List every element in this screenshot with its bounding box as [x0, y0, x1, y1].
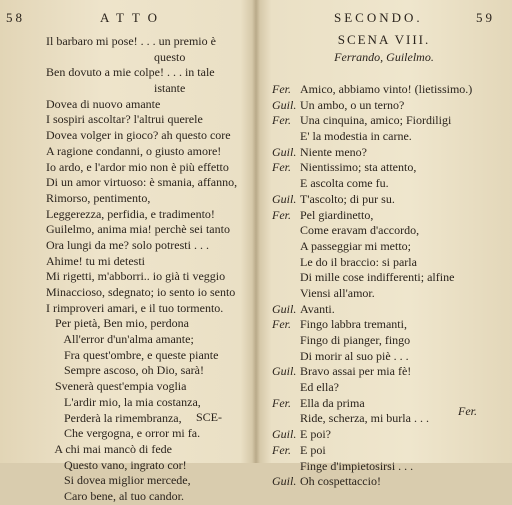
verse-line: Dovea volger in gioco? ah questo core	[46, 128, 231, 143]
speaker-label: Guil.	[272, 191, 297, 206]
dialogue-text: Pel giardinetto,	[300, 207, 374, 222]
verse-line: Per pietà, Ben mio, perdona	[46, 316, 189, 331]
dialogue-text: Di mille cose indifferenti; alfine	[300, 270, 455, 285]
verse-line: Dovea di nuovo amante	[46, 96, 161, 111]
dialogue-line	[272, 459, 472, 475]
verse-line: Ahime! tu mi detesti	[46, 253, 145, 268]
verse-line: Si dovea miglior mercede,	[46, 473, 191, 488]
speaker-label: Guil.	[272, 364, 297, 379]
speaker-label: Fer.	[272, 317, 291, 332]
speaker-label: Fer.	[272, 160, 291, 175]
dialogue-text: Finge d'impietosirsi . . .	[300, 458, 414, 473]
dialogue-line	[272, 349, 472, 365]
verse-line: Che vergogna, e orror mi fa.	[46, 426, 201, 441]
dialogue-text: Di morir al suo piè . . .	[300, 348, 409, 363]
dialogue-text: Fingo labbra tremanti,	[300, 317, 407, 332]
dialogue-text: Ride, scherza, mi burla . . .	[300, 411, 429, 426]
speaker-label	[272, 270, 300, 286]
dialogue-line	[272, 364, 472, 380]
speaker-label: Fer.	[272, 82, 291, 96]
verse-line: Io ardo, e l'ardor mio non è più effetto	[46, 159, 229, 174]
dialogue-text: E' la modestia in carne.	[300, 129, 412, 144]
dialogue-line	[272, 474, 472, 490]
dialogue-line	[272, 208, 472, 224]
dialogue-text: Un ambo, o un terno?	[300, 97, 405, 112]
dialogue-text: E ascolta come fu.	[300, 176, 389, 191]
dialogue-text: Come eravam d'accordo,	[300, 223, 420, 238]
dialogue-text: Avanti.	[300, 301, 335, 316]
speaker-label	[272, 255, 300, 271]
verse-line: I rimproveri amari, e il tuo tormento.	[46, 300, 224, 315]
dialogue-text: T'ascolto; di pur su.	[300, 191, 395, 206]
verse-line: Il barbaro mi pose! . . . un premio è	[46, 34, 216, 48]
verse-line: Questo vano, ingrato cor!	[46, 457, 187, 472]
verse-line: All'error d'un'alma amante;	[46, 332, 194, 347]
catchword: SCE-	[196, 410, 223, 424]
dialogue-line	[272, 113, 472, 129]
dialogue-line	[272, 129, 472, 145]
verse-line: Ora lungi da me? solo potresti . . .	[46, 237, 209, 252]
dialogue-line	[272, 317, 472, 333]
catchword: Fer.	[458, 404, 477, 418]
speaker-label	[272, 411, 300, 427]
dialogue-text: Nientissimo; sta attento,	[300, 160, 417, 175]
dialogue-line	[272, 286, 472, 302]
verse-line: Di un amor virtuoso: è smania, affanno,	[46, 175, 238, 190]
dialogue-line	[272, 270, 472, 286]
speaker-label	[272, 176, 300, 192]
verse-line: Sempre ascoso, oh Dio, sarà!	[46, 363, 204, 378]
speaker-label	[272, 349, 300, 365]
speaker-label: Fer.	[272, 395, 291, 410]
speaker-label	[272, 239, 300, 255]
dialogue-text: A passeggiar mi metto;	[300, 238, 411, 253]
dialogue-text: Niente meno?	[300, 144, 367, 159]
verse-line: Mi rigetti, m'abborri.. io già ti veggio	[46, 269, 226, 284]
dialogue-block	[272, 82, 472, 490]
speaker-label	[272, 333, 300, 349]
verse-line: Caro bene, al tuo candor.	[46, 488, 184, 503]
speaker-label: Guil.	[272, 301, 297, 316]
scene-title: SCENA VIII.	[337, 32, 431, 47]
verse-line: Perderà la rimembranza,	[46, 410, 182, 425]
dialogue-text: Le do il braccio: si parla	[300, 254, 417, 269]
page-number: 59	[476, 10, 495, 25]
verse-line: Svenerà quest'empia voglia	[46, 379, 187, 394]
dialogue-line	[272, 427, 472, 443]
verse-line: Rimorso, pentimento,	[46, 190, 151, 205]
speaker-label: Fer.	[272, 207, 291, 222]
dialogue-line	[272, 443, 472, 459]
speaker-label: Guil.	[272, 97, 297, 112]
verse-line: Minaccioso, sdegnato; io sento io sento	[46, 285, 236, 299]
dialogue-line	[272, 255, 472, 271]
verse-line: Ben dovuto a mie colpe! . . . in tale	[46, 65, 215, 80]
dialogue-text: Ed ella?	[300, 380, 339, 395]
dialogue-line	[272, 380, 472, 396]
running-head: ATTO	[100, 10, 165, 25]
verse-line: A chi mai mancò di fede	[46, 441, 172, 456]
speaker-label: Fer.	[272, 113, 291, 128]
dialogue-text: E poi?	[300, 427, 331, 442]
dialogue-line	[272, 333, 472, 349]
dialogue-line	[272, 223, 472, 239]
speaker-label	[272, 380, 300, 396]
character-list: Ferrando, Guilelmo.	[334, 50, 434, 64]
verse-line: L'ardir mio, la mia costanza,	[46, 394, 201, 409]
dialogue-text: Oh cospettaccio!	[300, 474, 381, 489]
left-page	[0, 0, 256, 503]
speaker-label: Guil.	[272, 427, 297, 442]
speaker-label	[272, 129, 300, 145]
speaker-label: Guil.	[272, 144, 297, 159]
dialogue-line	[272, 239, 472, 255]
speaker-label	[272, 459, 300, 475]
dialogue-line	[272, 411, 472, 427]
speaker-label: Guil.	[272, 474, 297, 489]
speaker-label	[272, 286, 300, 302]
verse-line: Fra quest'ombre, e queste piante	[46, 347, 219, 362]
verse-line: I sospiri ascoltar? l'altrui querele	[46, 112, 203, 127]
right-page	[256, 0, 512, 489]
dialogue-text: Fingo di pianger, fingo	[300, 333, 411, 347]
running-head: SECONDO.	[334, 10, 423, 25]
dialogue-text: Bravo assai per mia fè!	[300, 364, 412, 379]
speaker-label: Fer.	[272, 442, 291, 457]
dialogue-line	[272, 302, 472, 318]
dialogue-text: E poi	[300, 442, 326, 457]
dialogue-line	[272, 192, 472, 208]
dialogue-line	[272, 98, 472, 114]
speaker-label	[272, 223, 300, 239]
dialogue-text: Viensi all'amor.	[300, 285, 375, 300]
dialogue-text: Amico, abbiamo vinto! (lietissimo.)	[300, 82, 473, 96]
dialogue-line	[272, 82, 472, 98]
dialogue-text: Ella da prima	[300, 395, 365, 410]
dialogue-line	[272, 160, 472, 176]
dialogue-text: Una cinquina, amico; Fiordiligi	[300, 113, 452, 128]
verse-line: istante	[46, 81, 186, 96]
verse-line: Guilelmo, anima mia! perchè sei tanto	[46, 222, 230, 237]
page-number: 58	[6, 10, 25, 25]
verse-line: A ragione condanni, o giusto amore!	[46, 143, 222, 158]
dialogue-line	[272, 176, 472, 192]
dialogue-line	[272, 396, 472, 412]
verse-line: Leggerezza, perfidia, e tradimento!	[46, 206, 215, 221]
left-text-block	[46, 34, 237, 505]
verse-line: questo	[46, 49, 186, 64]
dialogue-line	[272, 145, 472, 161]
